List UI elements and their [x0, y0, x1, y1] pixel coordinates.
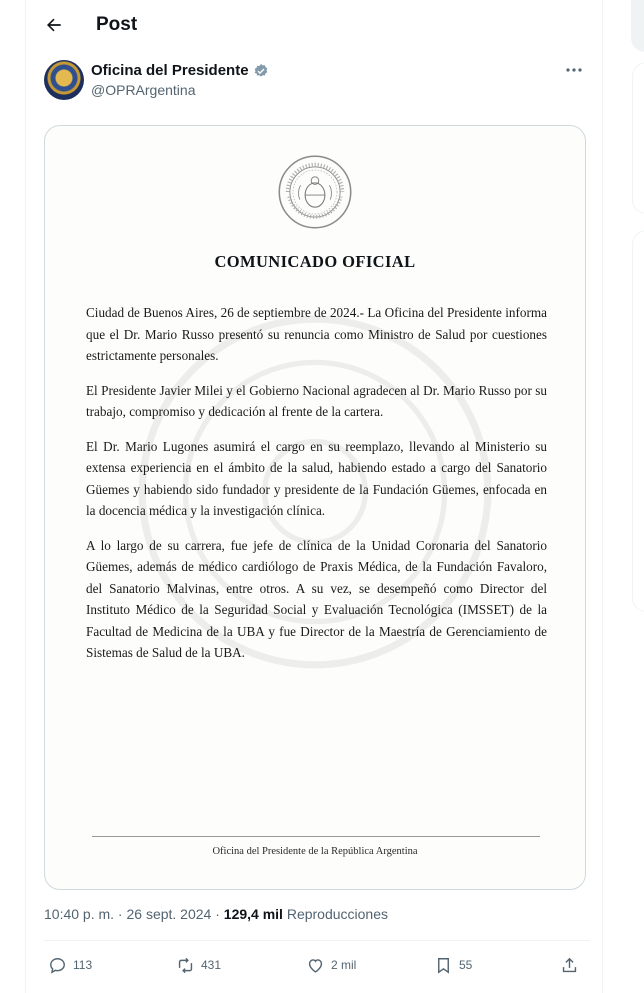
- document-paragraph: A lo largo de su carrera, fue jefe de clínica de la Unidad Coronaria del Sanatorio Güemes, además de médico cardiólogo de Praxis Médica, de la Fundación Favaloro, del Sanatorio Malvinas, entre otros. A su vez, se desempeñó como Director del Instituto Médico de la Seguridad Social y Evaluación Tecnológica (IMSSET) de la Facultad de Medicina de la UBA y fue Director de la Maestría de Gerenciamiento de Sistemas de Salud de la UBA.: [86, 537, 547, 660]
- bookmark-icon: [434, 956, 453, 975]
- post-timestamp[interactable]: 10:40 p. m. · 26 sept. 2024 ·: [44, 906, 224, 922]
- reply-button[interactable]: [48, 950, 92, 980]
- document-paragraph: Ciudad de Buenos Aires, 26 de septiembre de 2024.- La Oficina del Presidente informa que el Dr. Mario Russo presentó su renuncia como Ministro de Salud por cuestiones estrictamente personales.: [86, 305, 547, 363]
- bookmark-button[interactable]: [434, 950, 472, 980]
- document-footer: Oficina del Presidente de la República Argentina: [212, 846, 418, 857]
- actions-divider: [44, 940, 590, 941]
- reply-icon: [48, 956, 67, 975]
- right-panel-card: [632, 230, 644, 612]
- share-button[interactable]: [560, 950, 579, 980]
- like-button[interactable]: [306, 950, 356, 980]
- document-paragraph: El Dr. Mario Lugones asumirá el cargo en su reemplazo, llevando al Ministerio su extensa experiencia en el ámbito de la salud, habiendo estado a cargo del Sanatorio Güemes y habiendo sido fundador y presidente de la Fundación Güemes, enfocada en la docencia médica y la investigación clínica.: [86, 438, 547, 518]
- document-title: COMUNICADO OFICIAL: [214, 252, 416, 271]
- author-name[interactable]: Oficina del Presidente: [91, 62, 249, 79]
- author-handle[interactable]: @OPRArgentina: [91, 82, 196, 98]
- share-icon: [560, 956, 579, 975]
- document-body: [86, 302, 547, 677]
- page-title: Post: [96, 14, 138, 35]
- author-name-row[interactable]: [91, 62, 269, 79]
- like-count: 2 mil: [331, 958, 357, 972]
- presidential-seal-icon: [277, 154, 353, 230]
- avatar[interactable]: [44, 60, 84, 100]
- right-search-box[interactable]: [631, 0, 644, 52]
- repost-button[interactable]: [176, 950, 221, 980]
- post-actions: [44, 950, 590, 980]
- views-count: 129,4 mil: [223, 906, 283, 922]
- post-meta: [44, 906, 388, 922]
- document-divider: [92, 836, 540, 837]
- post-image[interactable]: [44, 125, 586, 890]
- arrow-left-icon: [44, 15, 64, 35]
- more-options-button[interactable]: [562, 60, 586, 80]
- heart-icon: [306, 956, 325, 975]
- bookmark-count: 55: [459, 958, 473, 972]
- views-label: Reproducciones: [282, 906, 388, 922]
- page-header: [26, 0, 602, 50]
- reply-count: 113: [73, 958, 93, 972]
- more-dots-icon: [565, 67, 583, 73]
- verified-badge-icon: [253, 63, 269, 79]
- repost-icon: [176, 956, 195, 975]
- right-panel-card: [632, 62, 644, 214]
- document-paragraph: El Presidente Javier Milei y el Gobierno Nacional agradecen al Dr. Mario Russo por su trabajo, compromiso y dedicación al frente de la cartera.: [86, 382, 547, 419]
- post-author: [44, 60, 590, 102]
- repost-count: 431: [201, 958, 222, 972]
- back-button[interactable]: [34, 5, 74, 45]
